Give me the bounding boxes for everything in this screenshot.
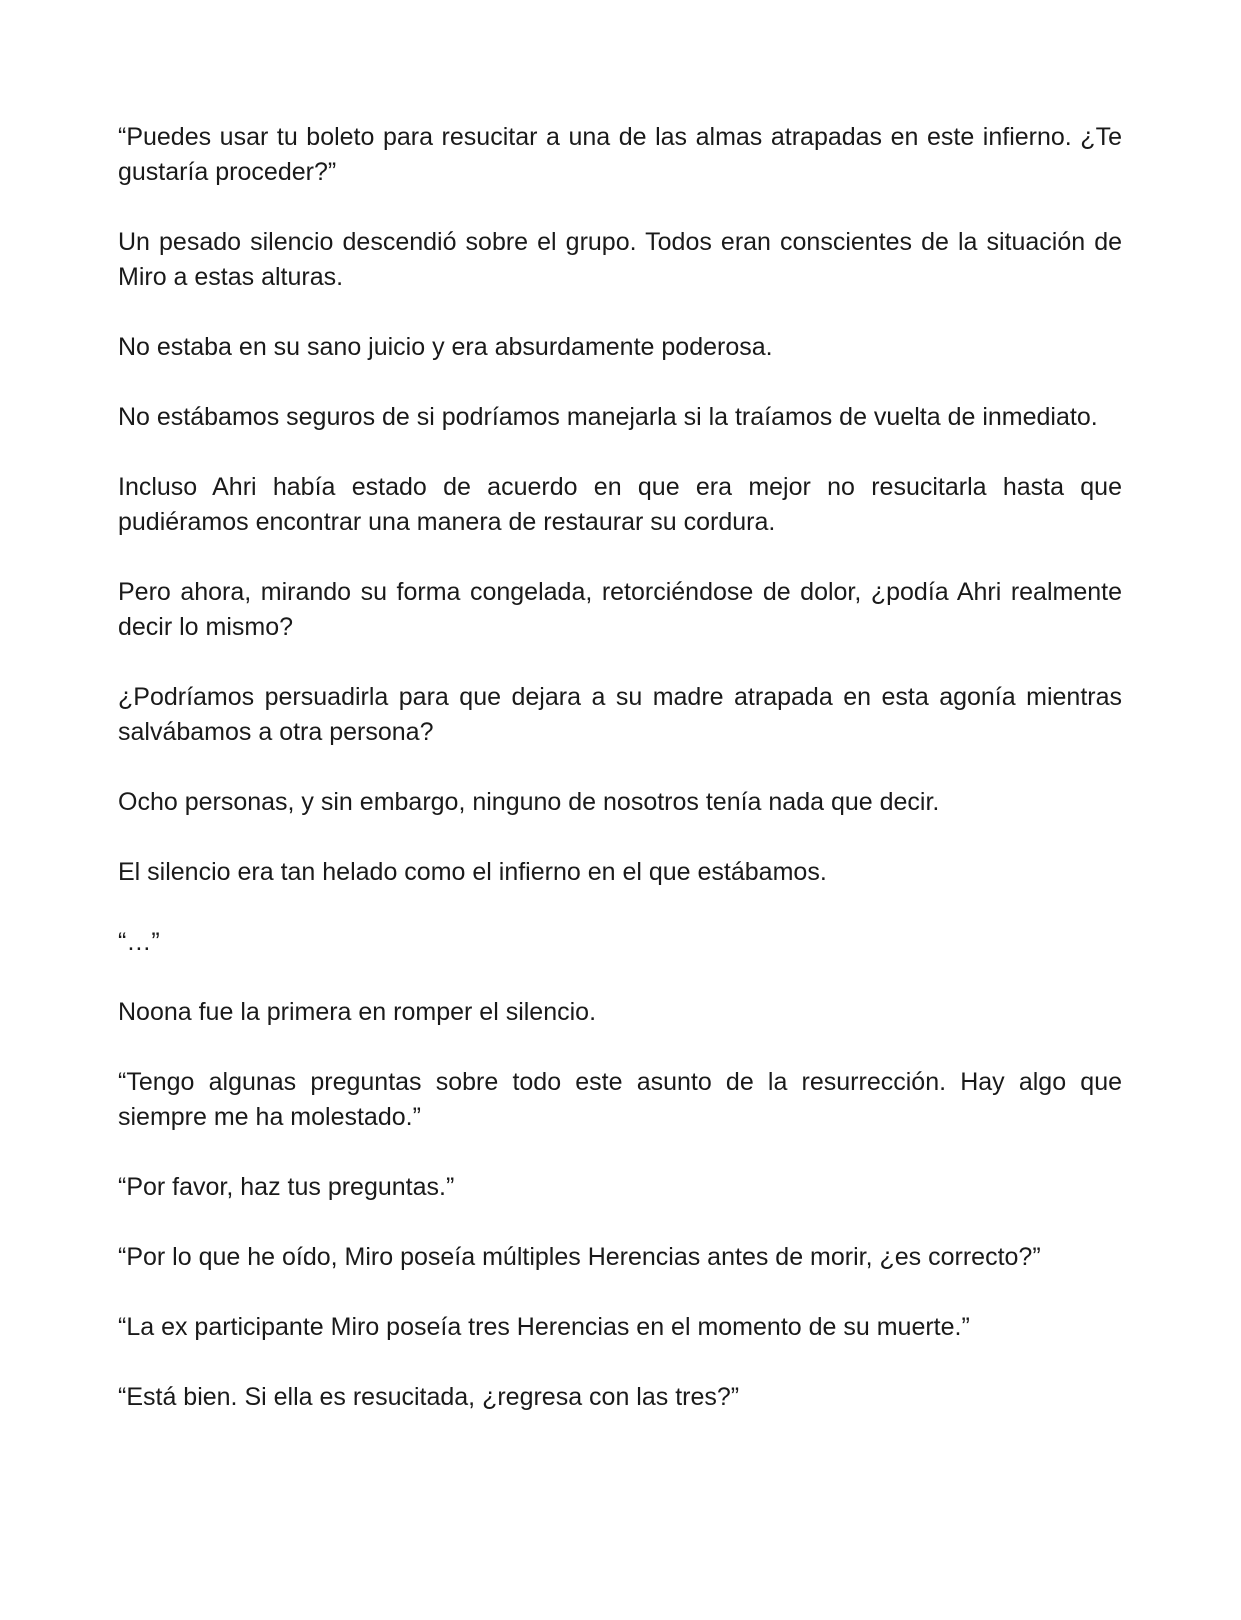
paragraph-15: “La ex participante Miro poseía tres Herencias en el momento de su muerte.” [118,1313,970,1341]
document-page [118,120,1122,1450]
paragraph-11: Noona fue la primera en romper el silencio. [118,998,597,1026]
paragraph-3: No estaba en su sano juicio y era absurdamente poderosa. [118,333,773,361]
paragraph-8: Ocho personas, y sin embargo, ninguno de nosotros tenía nada que decir. [118,788,940,816]
paragraph-6: Pero ahora, mirando su forma congelada, retorciéndose de dolor, ¿podía Ahri realmente decir lo mismo? [118,578,1122,641]
paragraph-14: “Por lo que he oído, Miro poseía múltiples Herencias antes de morir, ¿es correcto?” [118,1243,1041,1271]
paragraph-7: ¿Podríamos persuadirla para que dejara a su madre atrapada en esta agonía mientras salvábamos a otra persona? [118,683,1122,746]
paragraph-16: “Está bien. Si ella es resucitada, ¿regresa con las tres?” [118,1383,740,1411]
paragraph-9: El silencio era tan helado como el infierno en el que estábamos. [118,858,827,886]
paragraph-4: No estábamos seguros de si podríamos manejarla si la traíamos de vuelta de inmediato. [118,403,1098,431]
paragraph-10: “…” [118,928,160,956]
paragraph-12: “Tengo algunas preguntas sobre todo este asunto de la resurrección. Hay algo que siempre me ha molestado.” [118,1068,1122,1131]
paragraph-5: Incluso Ahri había estado de acuerdo en que era mejor no resucitarla hasta que pudiéramos encontrar una manera de restaurar su cordura. [118,473,1122,536]
paragraph-13: “Por favor, haz tus preguntas.” [118,1173,455,1201]
paragraph-2: Un pesado silencio descendió sobre el grupo. Todos eran conscientes de la situación de Miro a estas alturas. [118,228,1122,291]
paragraph-1: “Puedes usar tu boleto para resucitar a una de las almas atrapadas en este infierno. ¿Te gustaría proceder?” [118,123,1122,186]
